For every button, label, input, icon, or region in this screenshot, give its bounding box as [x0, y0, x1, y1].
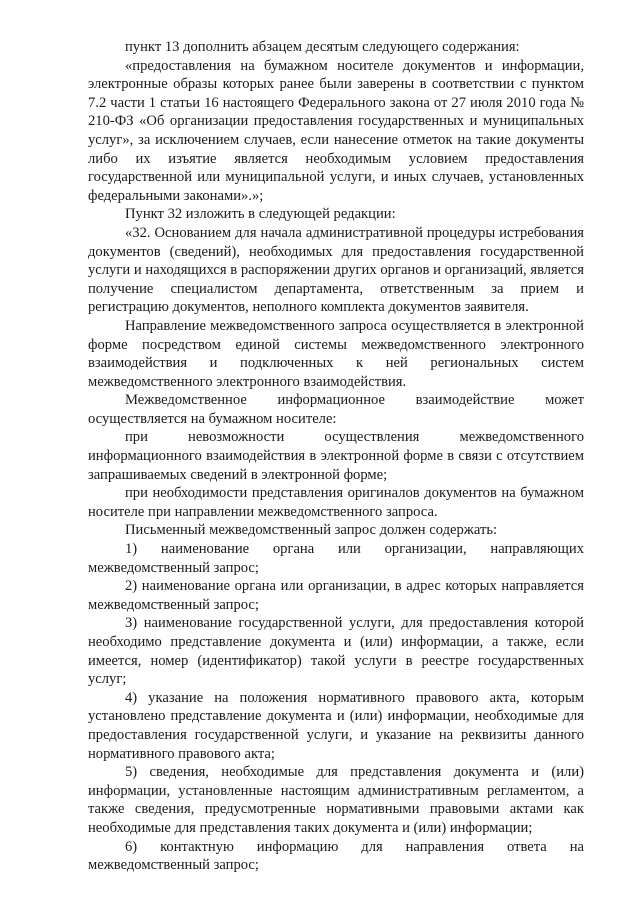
- list-item-4: 4) указание на положения нормативного правового акта, которым установлено представление документа и (или) информации, необходимые для предоставления государственной услуги, и указание на реквизиты данного нормативного правового акта;: [88, 689, 584, 762]
- document-page: [88, 38, 584, 875]
- paragraph-amend-item-32: Пункт 32 изложить в следующей редакции:: [125, 206, 396, 223]
- list-item-3: 3) наименование государственной услуги, для предоставления которой необходимо представление документа и (или) информации, а также, если имеется, номер (идентификатор) такой услуги в реестре государственных услуг;: [88, 615, 584, 688]
- paragraph-request-contents-intro: Письменный межведомственный запрос должен содержать:: [125, 522, 498, 539]
- paragraph-electronic-request: Направление межведомственного запроса осуществляется в электронной форме посредством единой системы межведомственного электронного взаимодействия и подключенных к ней региональных систем межведомственного электронного взаимодействия.: [88, 317, 584, 390]
- list-item-1: 1) наименование органа или организации, направляющих межведомственный запрос;: [88, 541, 584, 576]
- list-item-6: 6) контактную информацию для направления ответа на межведомственный запрос;: [88, 838, 584, 874]
- list-item-2: 2) наименование органа или организации, в адрес которых направляется межведомственный запрос;: [88, 578, 584, 613]
- paragraph-amend-item-13: пункт 13 дополнить абзацем десятым следующего содержания:: [125, 39, 520, 55]
- paragraph-impossibility-case: при невозможности осуществления межведомственного информационного взаимодействия в электронной форме в связи с отсутствием запрашиваемых сведений в электронной форме;: [88, 429, 584, 483]
- paragraph-item-32-basis: «32. Основанием для начала административной процедуры истребования документов (сведений), необходимых для предоставления государственной услуги и находящихся в распоряжении других органов и организаций, является получение специалистом департамента, ответственным за прием и регистрацию документов, неполного комплекта документов заявителя.: [88, 224, 584, 316]
- list-item-5: 5) сведения, необходимые для представления документа и (или) информации, установленные настоящим административным регламентом, а также сведения, предусмотренные нормативными правовыми актами как необходимые для представления таких документа и (или) информации;: [88, 764, 584, 836]
- paragraph-originals-case: при необходимости представления оригиналов документов на бумажном носителе при направлении межведомственного запроса.: [88, 485, 584, 520]
- paragraph-paper-documents-provision: «предоставления на бумажном носителе документов и информации, электронные образы которых ранее были заверены в соответствии с пунктом 7.2 части 1 статьи 16 настоящего Федерального закона от 27 июля 2010 года № 210-ФЗ «Об организации предоставления государственных и муниципальных услуг», за исключением случаев, если нанесение отметок на такие документы либо их изъятие является необходимым условием предоставления государственной или муниципальной услуги, и иных случаев, установленных федеральными законами».»;: [88, 57, 584, 204]
- paragraph-paper-interaction: Межведомственное информационное взаимодействие может осуществляется на бумажном носителе:: [88, 392, 584, 427]
